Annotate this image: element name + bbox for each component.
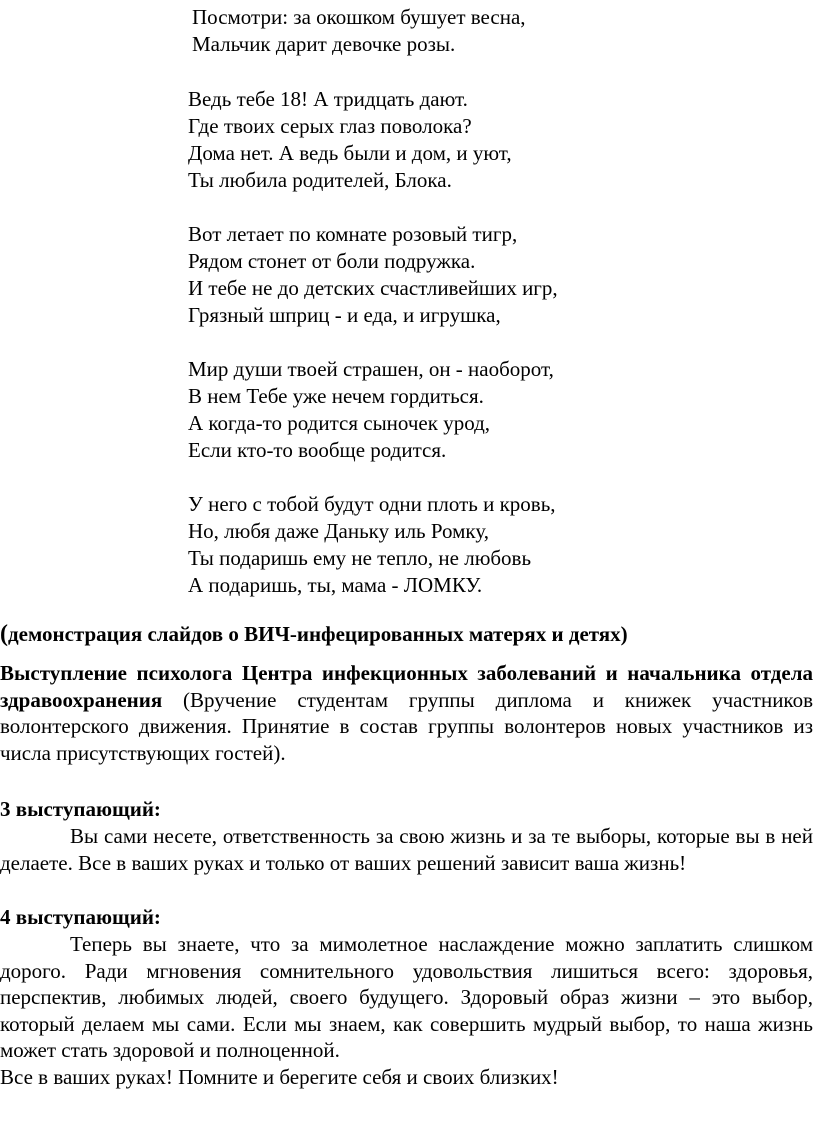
poem-line: У него с тобой будут одни плоть и кровь, <box>188 492 556 516</box>
speaker-4-heading: 4 выступающий: <box>0 905 161 929</box>
poem-line: В нем Тебе уже нечем гордиться. <box>188 384 484 408</box>
poem-line: Грязный шприц - и еда, и игрушка, <box>188 303 501 327</box>
speech-title: Выступление психолога Центра инфекционных заболеваний и начальника отдела здравоохранения <box>0 661 813 712</box>
poem-line: Посмотри: за окошком бушует весна, <box>192 5 526 29</box>
opening-paren: ( <box>0 621 8 647</box>
poem-line: Ведь тебе 18! А тридцать дают. <box>188 87 468 111</box>
poem-line: Где твоих серых глаз поволока? <box>188 114 472 138</box>
poem-line: А когда-то родится сыночек урод, <box>188 411 491 435</box>
speech-text: (Вручение студентам группы диплома и книжек участников волонтерского движения. Принятие в состав группы волонтеров новых участников из числа присутствующих гостей). <box>0 687 813 765</box>
poem-line: Рядом стонет от боли подружка. <box>188 249 476 273</box>
speech-paragraph <box>0 660 813 766</box>
poem-line: И тебе не до детских счастливейших игр, <box>188 276 558 300</box>
poem-line: А подаришь, ты, мама - ЛОМКУ. <box>188 573 483 597</box>
poem-line: Дома нет. А ведь были и дом, и уют, <box>188 141 512 165</box>
closing-line: Все в ваших руках! Помните и берегите себя и своих близких! <box>0 1065 559 1089</box>
poem-line: Если кто-то вообще родится. <box>188 438 447 462</box>
slide-demo-text: демонстрация слайдов о ВИЧ-инфецированных матерях и детях) <box>8 622 628 646</box>
poem-line: Но, любя даже Даньку иль Ромку, <box>188 519 489 543</box>
speaker-3-text: Вы сами несете, ответственность за свою жизнь и за те выборы, которые вы в ней делаете. Все в ваших руках и только от ваших решений зависит ваша жизнь! <box>0 824 813 875</box>
poem-line: Вот летает по комнате розовый тигр, <box>188 222 518 246</box>
slide-demo-note <box>0 621 813 648</box>
poem-line: Ты любила родителей, Блока. <box>188 168 452 192</box>
poem-line: Ты подаришь ему не тепло, не любовь <box>188 546 532 570</box>
poem-line: Мальчик дарит девочке розы. <box>192 32 456 56</box>
speaker-4-text: Теперь вы знаете, что за мимолетное наслаждение можно заплатить слишком дорого. Ради мгновения сомнительного удовольствия лишиться всего: здоровья, перспектив, любимых людей, своего будущего. Здоровый образ жизни – это выбор, который делаем мы сами. Если мы знаем, как совершить мудрый выбор, то наша жизнь может стать здоровой и полноценной. <box>0 932 813 1062</box>
speaker-3-heading: 3 выступающий: <box>0 797 161 821</box>
poem-line: Мир души твоей страшен, он - наоборот, <box>188 357 554 381</box>
